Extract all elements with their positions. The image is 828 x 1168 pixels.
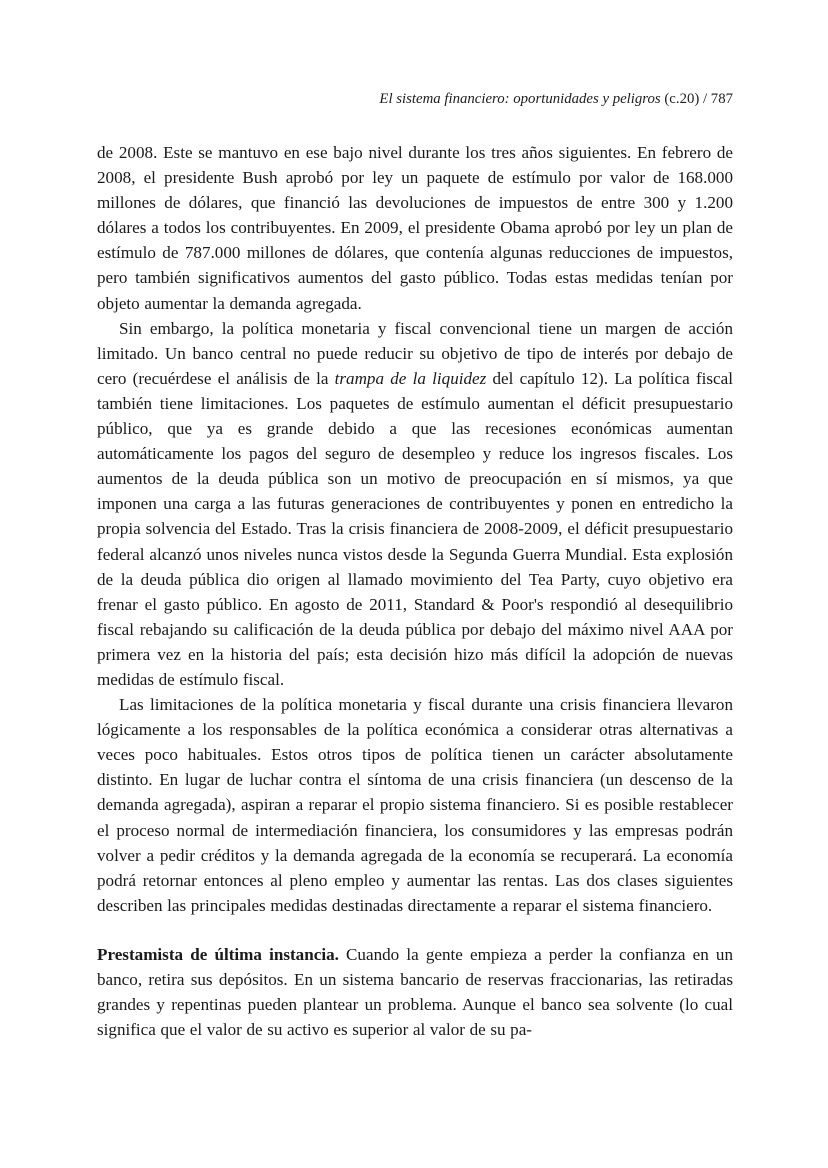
emphasis-liquidity-trap: trampa de la liquidez — [334, 368, 487, 388]
paragraph-lender-of-last-resort — [97, 942, 733, 1042]
text-run: Cuando la gente empieza a perder la confianza en un banco, retira sus depósitos. En un sistema bancario de reservas fraccionarias, las retiradas grandes y repentinas pueden plantear un problema. Aunque el banco sea solvente (lo cual significa que el valor de su activo es superior al valor de su pa- — [97, 944, 734, 1040]
text-run: Sin embargo, la política monetaria y fiscal convencional tiene un margen de acción limitado. Un banco central no puede reducir su objetivo de tipo de interés por debajo de cero (recuérdese el análisis de la — [97, 318, 733, 388]
running-head-title: El sistema financiero: oportunidades y peligros — [379, 91, 661, 107]
body-text-column — [97, 140, 733, 1042]
text-run: del capítulo 12). La política fiscal también tiene limitaciones. Los paquetes de estímulo aumentan el déficit presupuestario público, que ya es grande debido a que las recesiones económicas aumentan automáticamente los pagos del seguro de desempleo y reduce los ingresos fiscales. Los aumentos de la deuda pública son un motivo de preocupación en sí mismos, ya que imponen una carga a las futuras generaciones de contribuyentes y ponen en entredicho la propia solvencia del Estado. Tras la crisis financiera de 2008-2009, el déficit presupuestario federal alcanzó unos niveles nunca vistos desde la Segunda Guerra Mundial. Esta explosión de la deuda pública dio origen al llamado movimiento del Tea Party, cuyo objetivo era frenar el gasto público. En agosto de 2011, Standard & Poor's respondió al desequilibrio fiscal rebajando su calificación de la deuda pública por debajo del máximo nivel AAA por primera vez en la historia del país; esta decisión hizo más difícil la adopción de nuevas medidas de estímulo fiscal. — [97, 368, 733, 689]
running-head-folio: (c.20) / 787 — [660, 91, 733, 107]
paragraph-policy-limits — [97, 316, 733, 692]
paragraph-unconventional-policy — [97, 692, 733, 918]
text-run: Las limitaciones de la política monetaria y fiscal durante una crisis financiera llevaron lógicamente a los responsables de la política económica a considerar otras alternativas a veces poco habituales. Estos otros tipos de política tienen un carácter absolutamente distinto. En lugar de luchar contra el síntoma de una crisis financiera (un descenso de la demanda agregada), aspiran a reparar el propio sistema financiero. Si es posible restablecer el proceso normal de intermediación financiera, los consumidores y las empresas podrán volver a pedir créditos y la demanda agregada de la economía se recuperará. La economía podrá retornar entonces al pleno empleo y aumentar las rentas. Las dos clases siguientes describen las principales medidas destinadas directamente a reparar el sistema financiero. — [97, 695, 733, 915]
running-head — [97, 89, 733, 109]
text-run: de 2008. Este se mantuvo en ese bajo nivel durante los tres años siguientes. En febrero de 2008, el presidente Bush aprobó por ley un paquete de estímulo por valor de 168.000 millones de dólares, que financió las devoluciones de impuestos de entre 300 y 1.200 dólares a todos los contribuyentes. En 2009, el presidente Obama aprobó por ley un plan de estímulo de 787.000 millones de dólares, que contenía algunas reducciones de impuestos, pero también significativos aumentos del gasto público. Todas estas medidas tenían por objeto aumentar la demanda agregada. — [97, 143, 733, 313]
run-in-heading: Prestamista de última instancia. — [97, 944, 339, 964]
paragraph-stimulus-packages — [97, 140, 733, 316]
